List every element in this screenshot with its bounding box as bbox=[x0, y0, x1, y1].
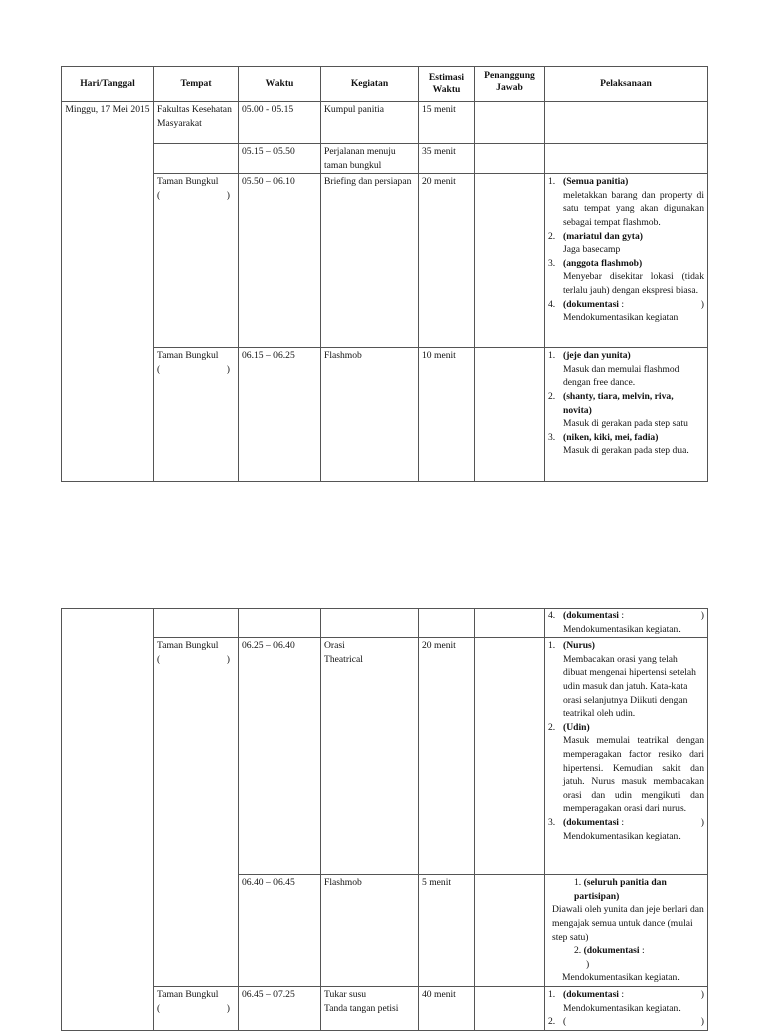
table-row bbox=[62, 144, 708, 174]
list-item: 3. (niken, kiki, mei, fadia) Masuk di gerakan pada step dua. bbox=[548, 431, 689, 457]
estimate-cell bbox=[419, 609, 475, 638]
list-item: 2. (shanty, tiara, melvin, riva, novita) Masuk di gerakan pada step satu bbox=[548, 390, 688, 430]
pic-cell bbox=[475, 609, 545, 638]
list-item: 2. (dokumentasi : ) bbox=[574, 945, 645, 970]
time-cell: 06.45 – 07.25 bbox=[239, 986, 321, 1030]
activity-cell: Flashmob bbox=[321, 348, 419, 482]
activity-cell: Briefing dan persiapan bbox=[321, 174, 419, 348]
estimate-cell: 20 menit bbox=[419, 174, 475, 348]
execution-cell bbox=[545, 144, 708, 174]
place-cell bbox=[154, 609, 239, 638]
place-blank: ( ) bbox=[157, 363, 230, 375]
activity-cell: Tukar susu Tanda tangan petisi bbox=[321, 986, 419, 1030]
list-item: 1. (dokumentasi : ) Mendokumentasikan kegiatan. bbox=[548, 988, 704, 1014]
estimate-cell: 15 menit bbox=[419, 102, 475, 144]
list-item: 4. (dokumentasi : ) Mendokumentasikan kegiatan. bbox=[548, 610, 704, 635]
list-item: 3. (anggota flashmob) Menyebar disekitar lokasi (tidak terlalu jauh) dengan ekspresi biasa. bbox=[548, 257, 704, 296]
place-blank: ( ) bbox=[157, 653, 230, 665]
time-cell: 06.40 – 06.45 bbox=[239, 875, 321, 987]
schedule-table-page2 bbox=[61, 608, 708, 1031]
execution-list bbox=[548, 988, 704, 1029]
estimate-cell: 5 menit bbox=[419, 875, 475, 987]
execution-cell bbox=[545, 609, 708, 638]
execution-cell bbox=[545, 875, 708, 987]
pic-cell bbox=[475, 875, 545, 987]
header-day: Hari/Tanggal bbox=[62, 67, 154, 102]
estimate-cell: 35 menit bbox=[419, 144, 475, 174]
place-blank: ( ) bbox=[157, 1002, 230, 1014]
table-row bbox=[62, 174, 708, 348]
header-estimate: Estimasi Waktu bbox=[419, 67, 475, 102]
execution-cell bbox=[545, 102, 708, 144]
time-cell: 05.15 – 05.50 bbox=[239, 144, 321, 174]
list-item: 1. (Semua panitia) meletakkan barang dan property di satu tempat yang akan digunakan sebagai tempat flashmob. bbox=[548, 176, 704, 228]
list-item: 2. ( ) bbox=[548, 1016, 704, 1028]
day-cell: Minggu, 17 Mei 2015 bbox=[62, 102, 154, 482]
list-item: 1. (seluruh panitia dan partisipan) bbox=[574, 877, 667, 902]
time-cell bbox=[239, 609, 321, 638]
execution-cell bbox=[545, 174, 708, 348]
place-cell bbox=[154, 174, 239, 348]
list-item: 1. (jeje dan yunita) Masuk dan memulai flashmod dengan free dance. bbox=[548, 350, 680, 389]
execution-cell bbox=[545, 638, 708, 875]
execution-cell bbox=[545, 348, 708, 482]
list-item: 2. (Udin) Masuk memulai teatrikal dengan memperagakan factor resiko dari hipertensi. Kemudian sakit dan jatuh. Nurus masuk membacakan orasi dan udin mengikuti dan memperagakan orasi dari nurus. bbox=[548, 721, 704, 815]
activity-cell bbox=[321, 609, 419, 638]
list-item: 3. (dokumentasi : ) Mendokumentasikan kegiatan. bbox=[548, 816, 704, 842]
place-name: Taman Bungkul bbox=[157, 350, 219, 362]
header-time: Waktu bbox=[239, 67, 321, 102]
item-text: Mendokumentasikan kegiatan. bbox=[562, 972, 680, 984]
place-name: Taman Bungkul bbox=[157, 640, 219, 652]
pic-cell bbox=[475, 102, 545, 144]
pic-cell bbox=[475, 174, 545, 348]
activity-cell: Flashmob bbox=[321, 875, 419, 987]
header-row bbox=[62, 67, 708, 102]
item-text: Diawali oleh yunita dan jeje berlari dan mengajak semua untuk dance (mulai step satu) bbox=[552, 904, 704, 943]
pic-cell bbox=[475, 144, 545, 174]
table-row bbox=[62, 609, 708, 638]
header-activity: Kegiatan bbox=[321, 67, 419, 102]
pic-cell bbox=[475, 638, 545, 875]
header-place: Tempat bbox=[154, 67, 239, 102]
estimate-cell: 10 menit bbox=[419, 348, 475, 482]
list-item: 2. (mariatul dan gyta) Jaga basecamp bbox=[548, 230, 643, 256]
table-row bbox=[62, 638, 708, 875]
header-pic: Penanggung Jawab bbox=[475, 67, 545, 102]
time-cell: 06.15 – 06.25 bbox=[239, 348, 321, 482]
place-name: Taman Bungkul bbox=[157, 988, 219, 1000]
activity-cell: Perjalanan menuju taman bungkul bbox=[321, 144, 419, 174]
estimate-cell: 40 menit bbox=[419, 986, 475, 1030]
pic-cell bbox=[475, 348, 545, 482]
place-name: Taman Bungkul bbox=[157, 176, 219, 188]
schedule-table-page1 bbox=[61, 66, 708, 482]
activity-cell: Orasi Theatrical bbox=[321, 638, 419, 875]
table-row bbox=[62, 102, 708, 144]
time-cell: 06.25 – 06.40 bbox=[239, 638, 321, 875]
execution-list bbox=[548, 175, 704, 325]
list-item: 1. (Nurus) Membacakan orasi yang telah dibuat mengenai hipertensi setelah udin masuk dan jatuh. Kata-kata orasi selanjutnya Diikuti dengan teatrikal oleh udin. bbox=[548, 640, 696, 720]
place-cell bbox=[154, 144, 239, 174]
activity-cell: Kumpul panitia bbox=[321, 102, 419, 144]
place-cell bbox=[154, 638, 239, 987]
execution-list bbox=[548, 349, 704, 458]
time-cell: 05.00 - 05.15 bbox=[239, 102, 321, 144]
list-item: 4. (dokumentasi : ) Mendokumentasikan kegiatan bbox=[548, 298, 704, 324]
execution-list bbox=[548, 609, 704, 636]
place-cell: Fakultas Kesehatan Masyarakat bbox=[154, 102, 239, 144]
header-execution: Pelaksanaan bbox=[545, 67, 708, 102]
table-row bbox=[62, 348, 708, 482]
place-blank: ( ) bbox=[157, 189, 230, 201]
execution-list bbox=[548, 639, 704, 843]
place-cell bbox=[154, 348, 239, 482]
estimate-cell: 20 menit bbox=[419, 638, 475, 875]
day-cell bbox=[62, 609, 154, 1031]
time-cell: 05.50 – 06.10 bbox=[239, 174, 321, 348]
